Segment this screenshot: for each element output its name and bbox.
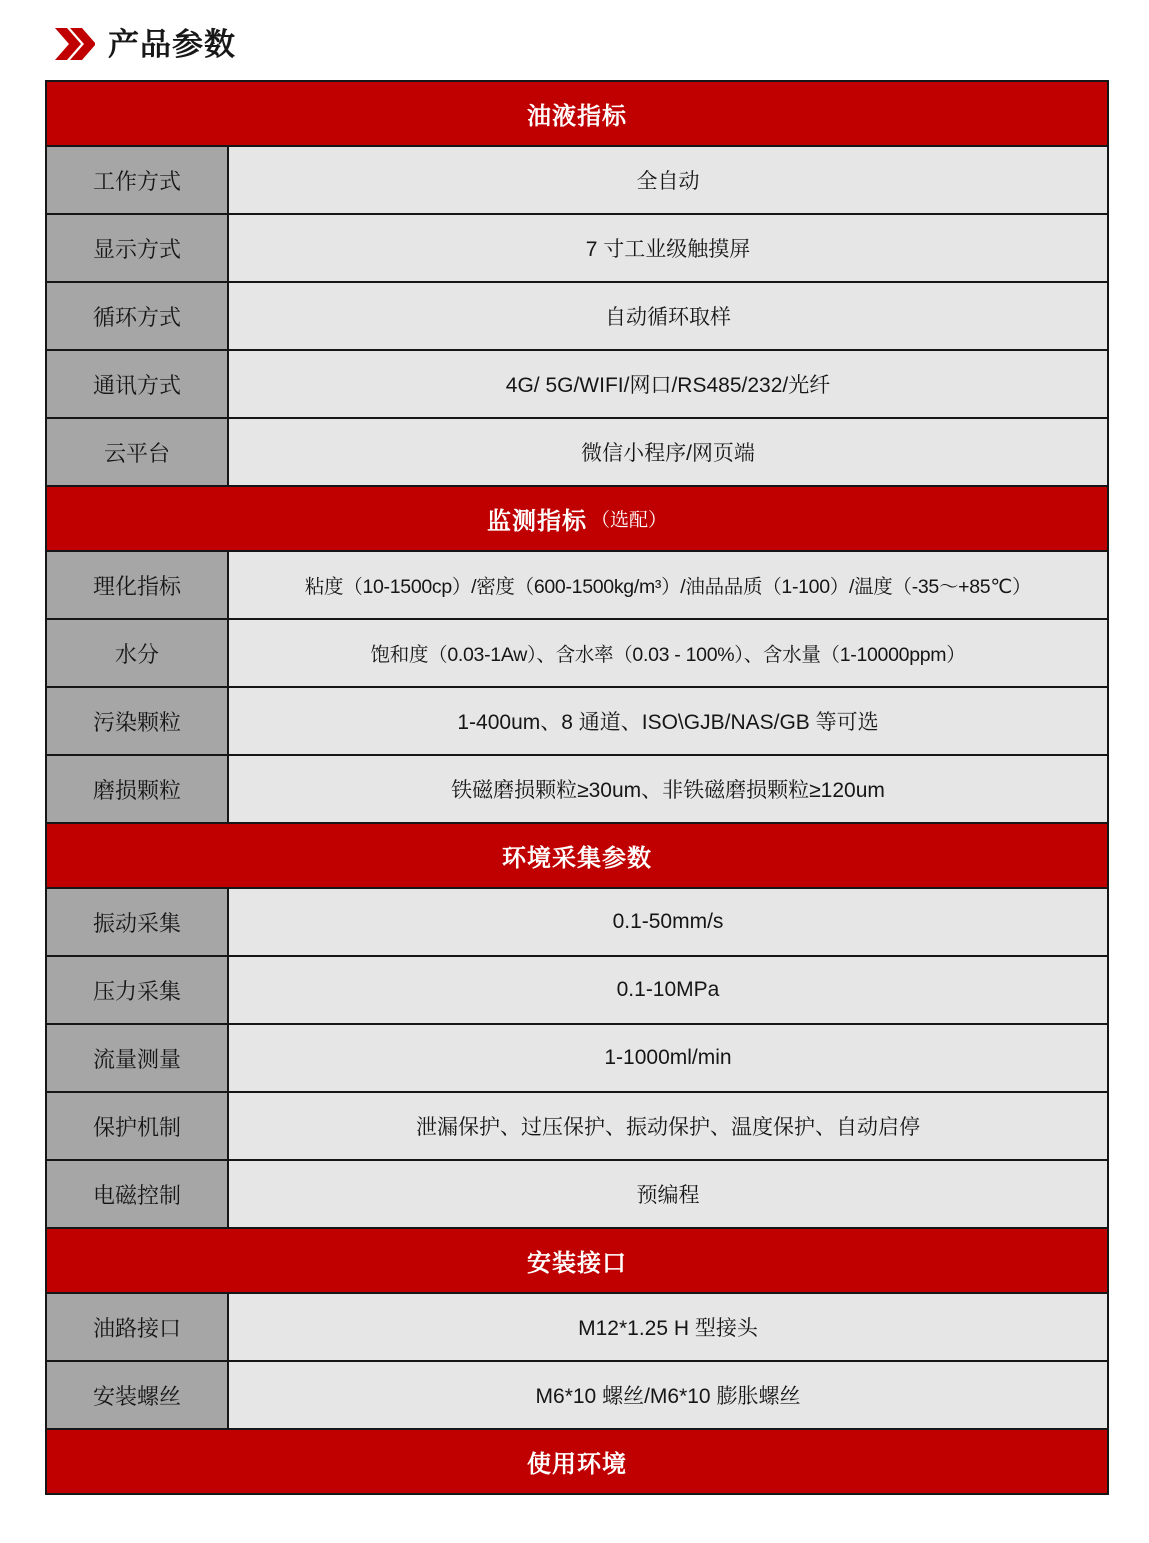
section-header-text: 监测指标 (486, 508, 587, 535)
row-value: 1-400um、8 通道、ISO\GJB/NAS/GB 等可选 (229, 688, 1107, 754)
row-value: 1-1000ml/min (229, 1025, 1107, 1091)
row-label: 电磁控制 (47, 1161, 229, 1227)
section-header (47, 82, 1107, 147)
table-row (47, 957, 1107, 1025)
table-row (47, 620, 1107, 688)
row-label: 保护机制 (47, 1093, 229, 1159)
spec-table (45, 80, 1109, 1495)
table-row (47, 283, 1107, 351)
row-value: 全自动 (229, 147, 1107, 213)
row-label: 显示方式 (47, 215, 229, 281)
table-row (47, 1161, 1107, 1229)
row-value: 7 寸工业级触摸屏 (229, 215, 1107, 281)
row-label: 油路接口 (47, 1294, 229, 1360)
section-header-text: 油液指标 (527, 103, 627, 130)
page-title-row (53, 26, 236, 62)
section-header (47, 1229, 1107, 1294)
row-value: 泄漏保护、过压保护、振动保护、温度保护、自动启停 (229, 1093, 1107, 1159)
table-row (47, 351, 1107, 419)
row-value: M12*1.25 H 型接头 (229, 1294, 1107, 1360)
row-label: 水分 (47, 620, 229, 686)
section-header (47, 487, 1107, 552)
section-header (47, 1430, 1107, 1493)
section-header-text: 环境采集参数 (502, 845, 652, 872)
table-row (47, 552, 1107, 620)
table-row (47, 1362, 1107, 1430)
row-value: M6*10 螺丝/M6*10 膨胀螺丝 (229, 1362, 1107, 1428)
row-label: 工作方式 (47, 147, 229, 213)
row-value: 粘度（10-1500cp）/密度（600-1500kg/m³）/油品品质（1-100）/温度（-35～+85℃） (229, 552, 1107, 618)
section-header-note: （选配） (590, 510, 667, 531)
table-row (47, 688, 1107, 756)
double-chevron-right-icon (53, 26, 95, 62)
table-row (47, 1093, 1107, 1161)
row-label: 磨损颗粒 (47, 756, 229, 822)
row-label: 通讯方式 (47, 351, 229, 417)
row-label: 安装螺丝 (47, 1362, 229, 1428)
page-title: 产品参数 (108, 26, 236, 62)
row-label: 循环方式 (47, 283, 229, 349)
row-label: 理化指标 (47, 552, 229, 618)
table-row (47, 756, 1107, 824)
row-value: 铁磁磨损颗粒≥30um、非铁磁磨损颗粒≥120um (229, 756, 1107, 822)
row-value: 0.1-50mm/s (229, 889, 1107, 955)
row-value: 自动循环取样 (229, 283, 1107, 349)
table-row (47, 1025, 1107, 1093)
section-header-text: 安装接口 (527, 1250, 627, 1277)
row-value: 预编程 (229, 1161, 1107, 1227)
table-row (47, 419, 1107, 487)
table-row (47, 215, 1107, 283)
row-label: 流量测量 (47, 1025, 229, 1091)
row-value: 微信小程序/网页端 (229, 419, 1107, 485)
row-label: 污染颗粒 (47, 688, 229, 754)
row-label: 压力采集 (47, 957, 229, 1023)
table-row (47, 147, 1107, 215)
table-row (47, 1294, 1107, 1362)
table-row (47, 889, 1107, 957)
section-header (47, 824, 1107, 889)
section-header-text: 使用环境 (527, 1451, 627, 1478)
row-label: 振动采集 (47, 889, 229, 955)
row-value: 饱和度（0.03-1Aw）、含水率（0.03 - 100%）、含水量（1-10000ppm） (229, 620, 1107, 686)
row-label: 云平台 (47, 419, 229, 485)
row-value: 4G/ 5G/WIFI/网口/RS485/232/光纤 (229, 351, 1107, 417)
row-value: 0.1-10MPa (229, 957, 1107, 1023)
